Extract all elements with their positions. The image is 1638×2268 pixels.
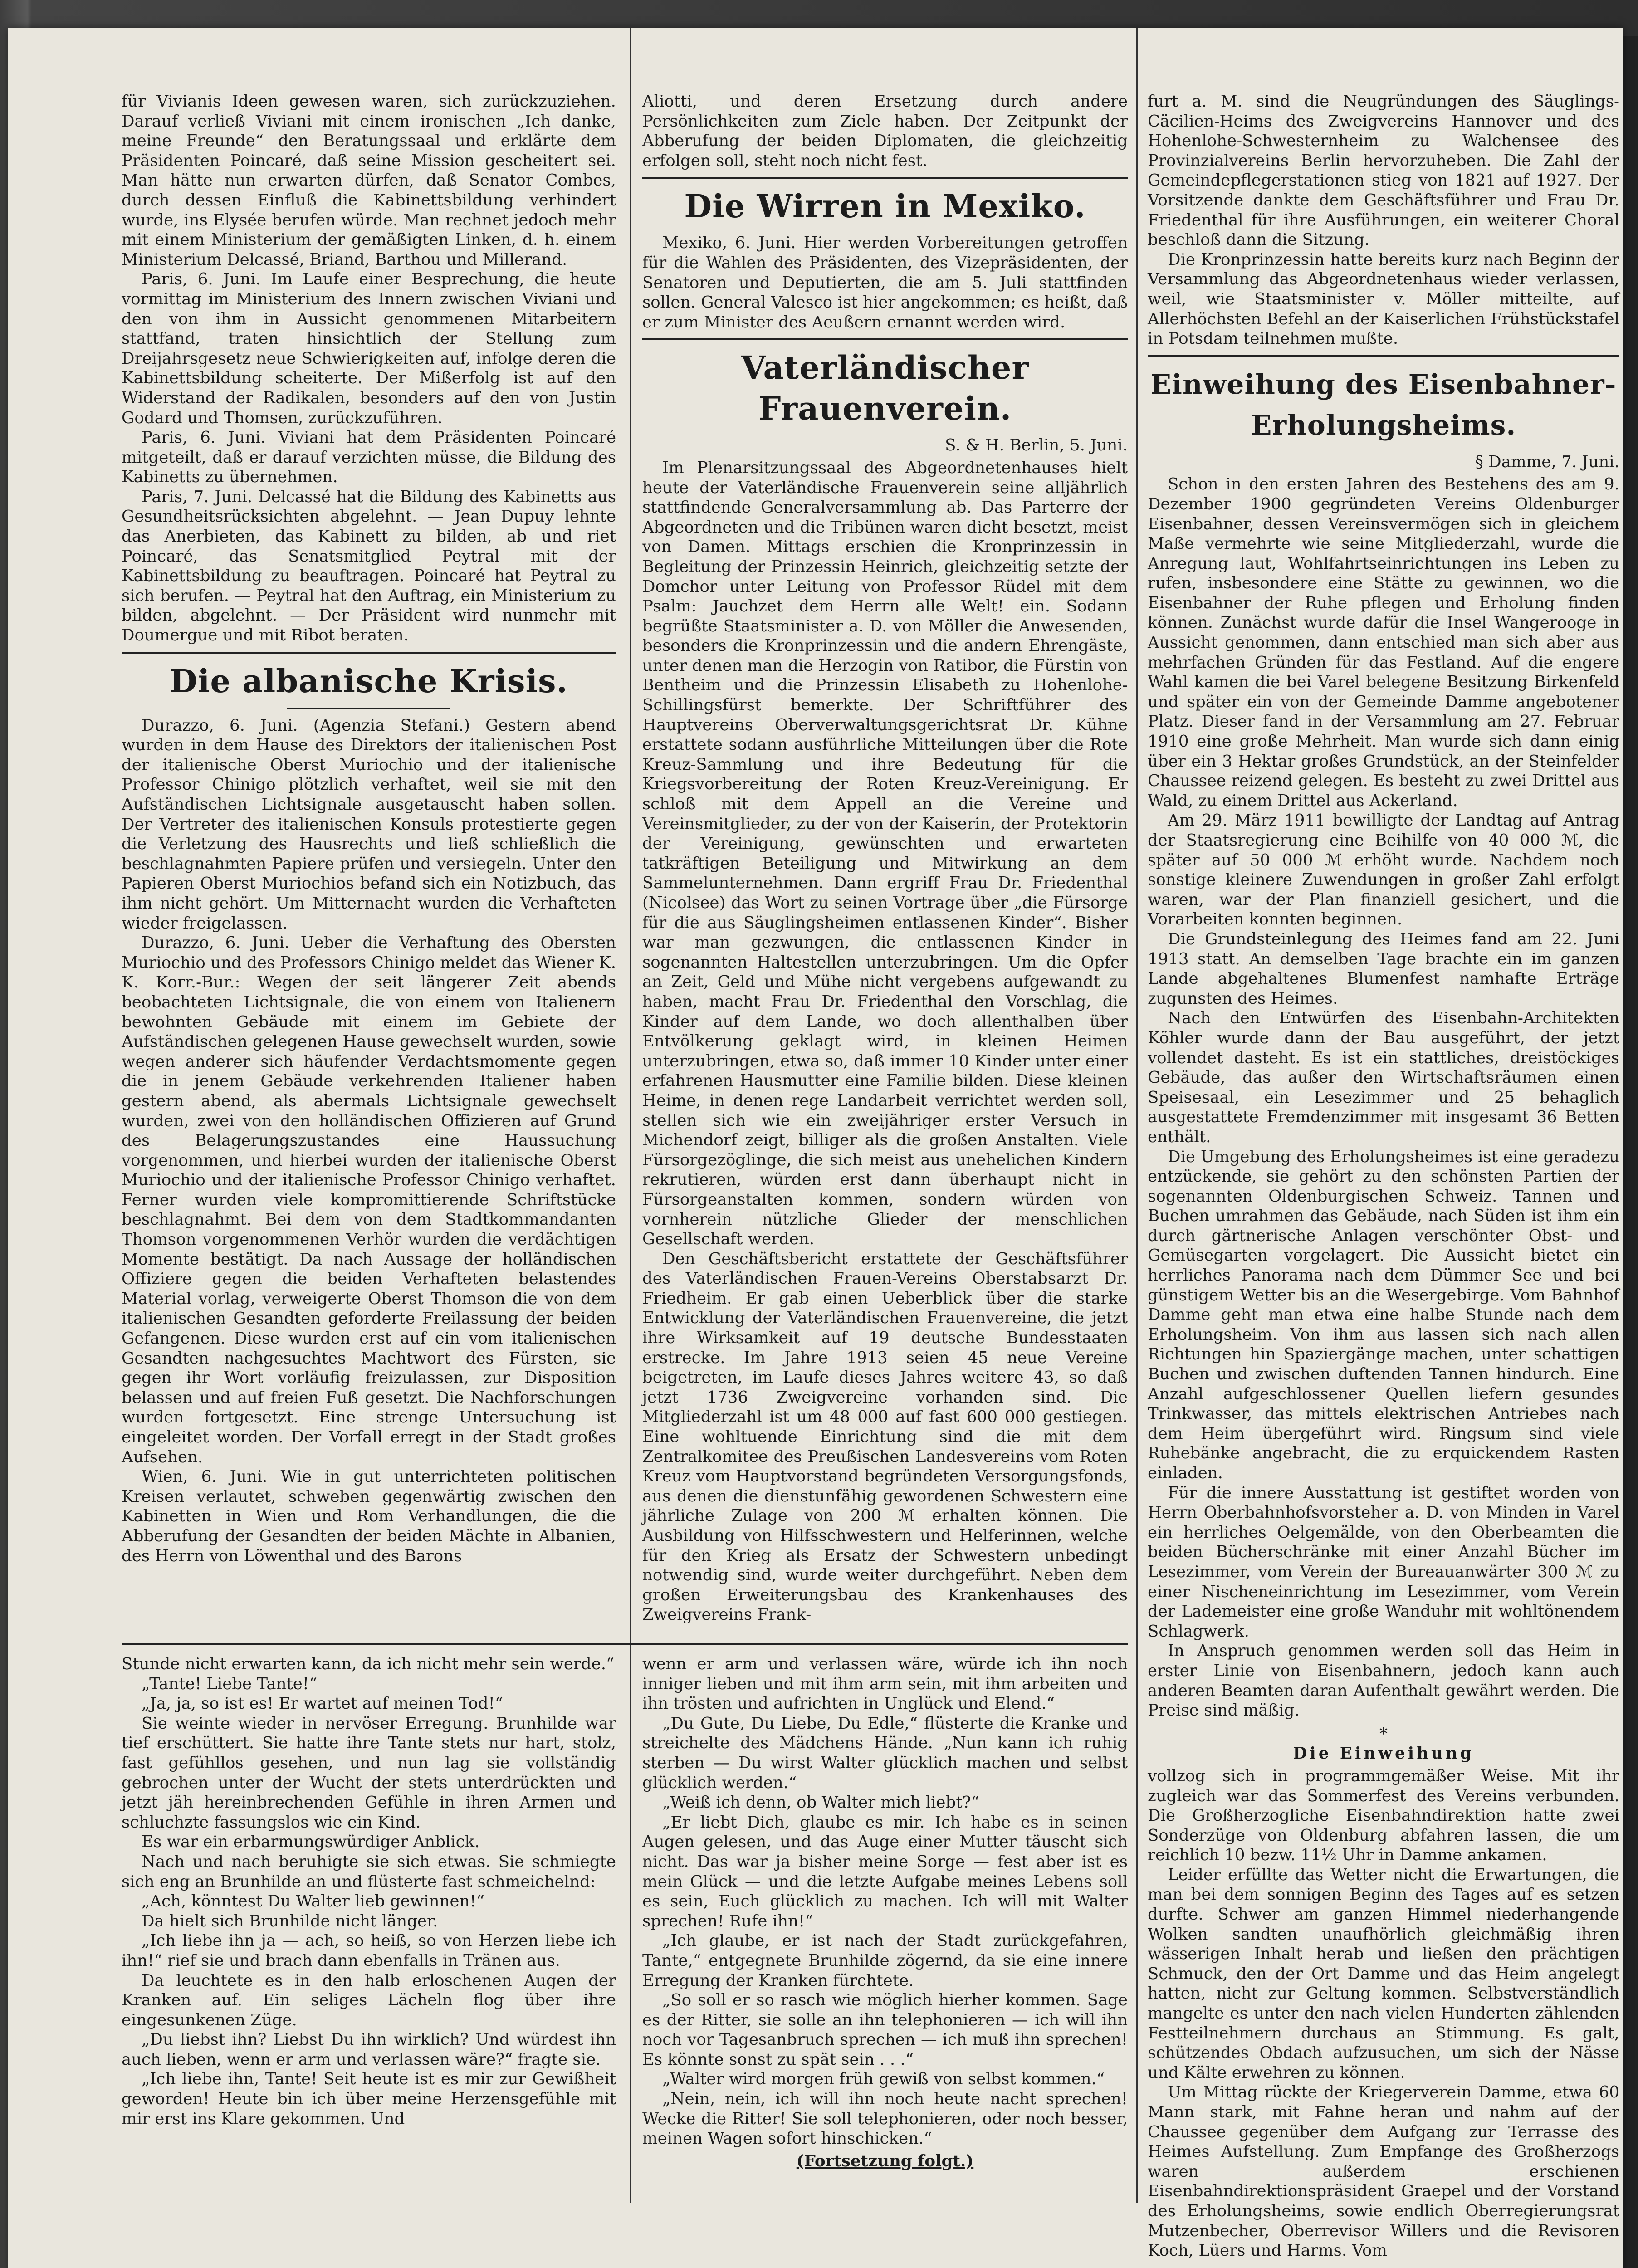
paragraph: Für die innere Ausstattung ist gestiftet worden von Herrn Oberbahnhofsvorsteher a. D. von Minden in Varel ein herrliches Oelgemälde, von den Oberbeamten die beiden Bücherschränke mit einer Anzahl Bücher im Lesezimmer, vom Verein der Bureauanwärter 300 ℳ zu einer Nischeneinrichtung im Lesezimmer, vom Verein der Lademeister eine große Wanduhr mit wohltönendem Schlagwerk. bbox=[1148, 1483, 1619, 1641]
paragraph: Paris, 6. Juni. Im Laufe einer Besprechung, die heute vormittag im Ministerium des Innern zwischen Viviani und den von ihm in Aussicht genommenen Mitarbeitern stattfand, traten hinsichtlich der Stellung zum Dreijahrsgesetz neue Schwierigkeiten auf, infolge deren die Kabinettsbildung scheiterte. Der Mißerfolg ist auf den Widerstand der Radikalen, besonders auf den von Justin Godard und Thomsen, zurückzuführen. bbox=[122, 270, 616, 427]
col3-top-text bbox=[1148, 92, 1619, 349]
paragraph: „Du Gute, Du Liebe, Du Edle,“ flüsterte die Kranke und streichelte des Mädchens Hände. „Nun kann ich ruhig sterben — Du wirst Walter glücklich machen und selbst glücklich werden.“ bbox=[642, 1714, 1128, 1792]
column-3 bbox=[1148, 92, 1619, 2260]
heading-frauenverein: Vaterländischer Frauenverein. bbox=[741, 349, 1029, 428]
paragraph: für Vivianis Ideen gewesen waren, sich zurückzuziehen. Darauf verließ Viviani mit einem ironischen „Ich danke, meine Freunde“ den Beratungssaal und erklärte dem Präsidenten Poincaré, daß seine Mission gescheitert sei. Man hätte nun erwarten dürfen, daß Senator Combes, durch dessen Einfluß die Kabinettsbildung verhindert wurde, ins Elysée berufen würde. Man rechnet jedoch mehr mit einem Ministerium der gemäßigten Linken, d. h. einem Ministerium Delcassé, Briand, Barthou und Millerand. bbox=[122, 92, 616, 269]
paragraph: „Ja, ja, so ist es! Er wartet auf meinen Tod!“ bbox=[142, 1694, 504, 1713]
section-rule bbox=[287, 708, 450, 709]
section-rule bbox=[642, 177, 1128, 179]
paragraph: „So soll er so rasch wie möglich hierher kommen. Sage es der Ritter, sie solle an ihn telephonieren — ich will ihn noch vor Tagesanbruch sprechen — ich muß ihn sprechen! Es könnte sonst zu spät sein . . .“ bbox=[642, 1991, 1128, 2069]
paragraph: Durazzo, 6. Juni. Ueber die Verhaftung des Obersten Muriochio und des Professors Chinigo meldet das Wiener K. K. Korr.-Bur.: Wegen der seit längerer Zeit abends beobachteten Lichtsignale, die von einem von Italienern bewohnten Gebäude mit einem im Gebiete der Aufständischen gelegenen Hause gewechselt wurden, sowie wegen anderer sich häufender Verdachtsmomente gegen die in jenem Gebäude verkehrenden Italiener haben gestern abend, als abermals Lichtsignale gewechselt wurden, zwei von den holländischen Offizieren auf Grund des Belagerungszustandes eine Haussuchung vorgenommen, und hierbei wurden der italienische Oberst Muriochio und der italienische Professor Chinigo verhaftet. Ferner wurden viele kompromittierende Schriftstücke beschlagnahmt. Bei dem von dem Stadtkommandanten Thomson vorgenommenen Verhör wurden die verdächtigen Momente bestätigt. Da nach Aussage der holländischen Offiziere gegen die beiden Verhafteten belastendes Material vorlag, verweigerte Oberst Thomson die von dem italienischen Gesandten geforderte Freilassung der beiden Gefangenen. Diese wurden erst auf ein vom italienischen Gesandten nachgesuchtes Machtwort des Fürsten, sie gegen ihr Wort vorläufig freizulassen, zur Disposition belassen und auf freien Fuß gesetzt. Die Nachforschungen wurden fortgesetzt. Eine strenge Untersuchung ist eingeleitet worden. Der Vorfall erregt in der Stadt großes Aufsehen. bbox=[122, 934, 616, 1466]
col2-mexico-text bbox=[642, 233, 1128, 332]
paragraph: Leider erfüllte das Wetter nicht die Erwartungen, die man bei dem sonnigen Beginn des Tages auf es setzen durfte. Schwer am ganzen Himmel niederhangende Wolken sandten unaufhörlich gleichmäßig ihren wässerigen Inhalt herab und ließen den prächtigen Schmuck, den der Ort Damme und das Heim angelegt hatten, nicht zur Geltung kommen. Selbstverständlich mangelte es unter den nach vielen Hunderten zählenden Festteilnehmern durchaus an Stimmung. Es galt, schützendes Obdach aufzusuchen, um sich der Nässe und Kälte erwehren zu können. bbox=[1148, 1865, 1619, 2082]
paragraph: „Ich glaube, er ist nach der Stadt zurückgefahren, Tante,“ entgegnete Brunhilde zögernd, da sie eine innere Erregung der Kranken fürchtete. bbox=[642, 1931, 1128, 1990]
paragraph: In Anspruch genommen werden soll das Heim in erster Linie von Eisenbahnern, jedoch kann auch anderen Beamten daran Aufenthalt gewährt werden. Die Preise sind mäßig. bbox=[1148, 1642, 1619, 1720]
feuilleton-right-text bbox=[642, 1654, 1128, 2149]
newspaper-page bbox=[8, 28, 1623, 2268]
paragraph: Aliotti, und deren Ersetzung durch andere Persönlichkeiten zum Ziele haben. Der Zeitpunkt der Abberufung der beiden Diplomaten, die gleichzeitig erfolgen soll, steht noch nicht fest. bbox=[642, 92, 1128, 170]
dateline-berlin: S. & H. Berlin, 5. Juni. bbox=[945, 436, 1128, 455]
col2-frauenverein-text bbox=[642, 458, 1128, 1625]
col2-top-text bbox=[642, 92, 1128, 171]
heading-wirren-mexiko: Die Wirren in Mexiko. bbox=[684, 187, 1086, 225]
paragraph: „Er liebt Dich, glaube es mir. Ich habe es in seinen Augen gelesen, und das Auge einer Mutter täuscht sich nicht. Das war ja bisher meine Sorge — fest aber ist es mein Glück — und die letzte Aufgabe meines Lebens soll es sein, Euch glücklich zu machen. Ich will mit Walter sprechen! Rufe ihn!“ bbox=[642, 1813, 1128, 1931]
paragraph: Stunde nicht erwarten kann, da ich nicht mehr sein werde.“ bbox=[122, 1655, 615, 1673]
feuilleton-left-text bbox=[122, 1654, 616, 2129]
paragraph: Wien, 6. Juni. Wie in gut unterrichteten politischen Kreisen verlautet, schweben gegenwärtig zwischen den Kabinetten in Wien und Rom Verhandlungen, die die Abberufung der Gesandten der beiden Mächte in Albanien, des Herrn von Löwenthal und des Barons bbox=[122, 1467, 616, 1565]
paragraph: Sie weinte wieder in nervöser Erregung. Brunhilde war tief erschüttert. Sie hatte ihre Tante stets nur hart, stolz, fast gefühllos gesehen, und nun lag sie vollständig gebrochen unter der Wucht der stets unterdrückten und jetzt jäh hereinbrechenden Gefühle in ihren Armen und schluchzte fassungslos wie ein Kind. bbox=[122, 1714, 616, 1832]
paragraph: Die Grundsteinlegung des Heimes fand am 22. Juni 1913 statt. An demselben Tage brachte ein im ganzen Lande abgehaltenes Blumenfest namhafte Erträge zugunsten des Heimes. bbox=[1148, 929, 1619, 1008]
column-1 bbox=[122, 92, 616, 1632]
col1-albania-text bbox=[122, 716, 616, 1566]
paragraph: „Ach, könntest Du Walter lieb gewinnen!“ bbox=[142, 1892, 484, 1911]
feuilleton-left bbox=[122, 1654, 616, 2203]
paragraph: vollzog sich in programmgemäßer Weise. Mit ihr zugleich war das Sommerfest des Vereins verbunden. Die Großherzogliche Eisenbahndirektion hatte zwei Sonderzüge von Oldenburg abfahren lassen, die um reichlich 10 bezw. 11½ Uhr in Damme ankamen. bbox=[1148, 1766, 1619, 1865]
paragraph: Schon in den ersten Jahren des Bestehens des am 9. Dezember 1900 gegründeten Vereins Oldenburger Eisenbahner, dessen Vereinsvermögen sich in gleichem Maße vermehrte wie seine Mitgliederzahl, wurde die Anregung laut, Wohlfahrtseinrichtungen ins Leben zu rufen, insbesondere eine Stätte zu gewinnen, wo die Eisenbahner der Ruhe pflegen und Erholung finden können. Zunächst wurde dafür die Insel Wangerooge in Aussicht genommen, dann entschied man sich aber aus mehrfachen Gründen für das Festland. Auf die engere Wahl kamen die bei Varel belegene Besitzung Birkenfeld und später ein von der Gemeinde Damme angebotener Platz. Dieser fand in der Versammlung am 27. Februar 1910 eine große Mehrheit. Man wurde sich dann einig über ein 3 Hektar großes Grundstück, an der Steinfelder Chaussee reizend gelegen. Es besteht zu zwei Drittel aus Wald, zu einem Drittel aus Ackerland. bbox=[1148, 475, 1619, 810]
paragraph: wenn er arm und verlassen wäre, würde ich ihn noch inniger lieben und mit ihm arm sein, mit ihm arbeiten und ihn trösten und aufrichten in Unglück und Elend.“ bbox=[642, 1655, 1128, 1713]
heading-einweihung-erholungsheim: Einweihung des Eisenbahner-Erholungsheims. bbox=[1150, 368, 1617, 441]
paragraph: Nach und nach beruhigte sie sich etwas. Sie schmiegte sich eng an Brunhilde an und flüsterte fast schmeichelnd: bbox=[122, 1852, 616, 1891]
paragraph: Die Kronprinzessin hatte bereits kurz nach Beginn der Versammlung das Abgeordnetenhaus wieder verlassen, weil, wie Staatsminister v. Möller mitteilte, auf Allerhöchsten Befehl an der Kaiserlichen Frühstückstafel in Potsdam teilnehmen mußte. bbox=[1148, 250, 1619, 348]
paragraph: Um Mittag rückte der Kriegerverein Damme, etwa 60 Mann stark, mit Fahne heran und nahm auf der Chaussee gegenüber dem Aufgang zur Terrasse des Heimes Aufstellung. Zum Empfange des Großherzogs waren außerdem erschienen Eisenbahndirektionspräsident Graepel und der Vorstand des Erholungsheims, sowie endlich Oberregierungsrat Mutzenbecher, Oberrevisor Willers und die Revisoren Koch, Lüers und Harms. Vom bbox=[1148, 2083, 1619, 2260]
paragraph: „Ich liebe ihn ja — ach, so heiß, so von Herzen liebe ich ihn!“ rief sie und brach dann ebenfalls in Tränen aus. bbox=[122, 1931, 616, 1970]
paragraph: Paris, 6. Juni. Viviani hat dem Präsidenten Poincaré mitgeteilt, daß er darauf verzichten müsse, die Bildung des Kabinetts zu übernehmen. bbox=[122, 428, 616, 487]
heading-albanische-krisis: Die albanische Krisis. bbox=[170, 662, 568, 700]
paragraph: „Du liebst ihn? Liebst Du ihn wirklich? Und würdest ihn auch lieben, wenn er arm und verlassen wäre?“ fragte sie. bbox=[122, 2030, 616, 2069]
column-2 bbox=[642, 92, 1128, 1632]
paragraph: Am 29. März 1911 bewilligte der Landtag auf Antrag der Staatsregierung eine Beihilfe von 40 000 ℳ, die später auf 50 000 ℳ erhöht wurde. Nachdem noch sonstige kleinere Zuwendungen in großer Zahl erfolgt waren, war der Plan finanziell gesichert, und die Vorarbeiten konnten beginnen. bbox=[1148, 811, 1619, 929]
section-rule bbox=[1148, 355, 1619, 357]
col3-erholungsheim-text bbox=[1148, 474, 1619, 1720]
paragraph: Nach den Entwürfen des Eisenbahn-Architekten Köhler wurde dann der Bau ausgeführt, der jetzt vollendet dasteht. Es ist ein stattliches, dreistöckiges Gebäude, das außer den Wirtschaftsräumen einen Speisesaal, ein Lesezimmer und 25 behaglich ausgestattete Fremdenzimmer mit insgesamt 36 Betten enthält. bbox=[1148, 1009, 1619, 1146]
feuilleton-rule bbox=[122, 1643, 1128, 1645]
paragraph: Den Geschäftsbericht erstattete der Geschäftsführer des Vaterländischen Frauen-Vereins Oberstabsarzt Dr. Friedheim. Er gab einen Ueberblick über die starke Entwicklung der Vaterländischen Frauenvereine, die jetzt ihre Wirksamkeit auf 19 deutsche Bundesstaaten erstrecke. Im Jahre 1913 seien 45 neue Vereine beigetreten, im Laufe dieses Jahres weitere 43, so daß jetzt 1736 Zweigvereine vorhanden sind. Die Mitgliederzahl ist um 48 000 auf fast 600 000 gestiegen. Eine wohltuende Einrichtung sind die mit dem Zentralkomitee des Preußischen Landesvereins vom Roten Kreuz vom Hauptvorstand begründeten Versorgungsfonds, aus denen die dienstunfähig gewordenen Schwestern eine jährliche Zulage von 200 ℳ erhalten können. Die Ausbildung von Hilfsschwestern und Helferinnen, welche für den Krieg als Ersatz der Schwestern unbedingt notwendig sind, wurde weiter durchgeführt. Neben dem großen Erweiterungsbau des Krankenhauses des Zweigvereins Frank- bbox=[642, 1249, 1128, 1624]
paragraph: Da leuchtete es in den halb erloschenen Augen der Kranken auf. Ein seliges Lächeln flog über ihre eingesunkenen Züge. bbox=[122, 1971, 616, 2029]
section-star: * bbox=[1379, 1724, 1388, 1743]
section-rule bbox=[122, 652, 616, 654]
paragraph: „Nein, nein, ich will ihn noch heute nacht sprechen! Wecke die Ritter! Sie soll telephonieren, oder noch besser, meinen Wagen sofort hinschicken.“ bbox=[642, 2090, 1128, 2148]
paragraph: „Weiß ich denn, ob Walter mich liebt?“ bbox=[662, 1793, 979, 1812]
page-edge-shadow bbox=[1622, 36, 1638, 2268]
paragraph: „Walter wird morgen früh gewiß von selbst kommen.“ bbox=[662, 2070, 1105, 2089]
col1-top-text bbox=[122, 92, 616, 645]
paragraph: Durazzo, 6. Juni. (Agenzia Stefani.) Gestern abend wurden in dem Hause des Direktors der italienischen Post der italienische Oberst Muriochio und der italienische Professor Chinigo plötzlich verhaftet, weil sie mit den Aufständischen Lichtsignale ausgetauscht haben sollen. Der Vertreter des italienischen Konsuls protestierte gegen die Verletzung des Hausrechts und ließ schließlich die beschlagnahmten Papiere prüfen und versiegeln. Unter den Papieren Oberst Muriochios befand sich ein Notizbuch, das ihm nicht gehört. Um Mitternacht wurden die Verhafteten wieder freigelassen. bbox=[122, 716, 616, 933]
paragraph: „Ich liebe ihn, Tante! Seit heute ist es mir zur Gewißheit geworden! Heute bin ich über meine Herzensgefühle mit mir erst ins Klare gekommen. Und bbox=[122, 2070, 616, 2128]
paragraph: Mexiko, 6. Juni. Hier werden Vorbereitungen getroffen für die Wahlen des Präsidenten, des Vizepräsidenten, der Senatoren und Deputierten, die am 5. Juli stattfinden sollen. General Valesco ist hier angekommen; es heißt, daß er zum Minister des Aeußern ernannt werden wird. bbox=[642, 234, 1128, 332]
paragraph: furt a. M. sind die Neugründungen des Säuglings-Cäcilien-Heims des Zweigvereins Hannover und des Hohenlohe-Schwesternheim zu Walchensee des Provinzialvereins Berlin hervorzuheben. Die Zahl der Gemeindepflegerstationen stieg von 1821 auf 1927. Der Vorsitzende dankte dem Geschäftsführer und Frau Dr. Friedenthal für ihre Ausführungen, ein weiterer Choral beschloß dann die Sitzung. bbox=[1148, 92, 1619, 249]
dateline-damme: § Damme, 7. Juni. bbox=[1475, 452, 1619, 471]
column-divider bbox=[1136, 28, 1138, 2203]
column-divider bbox=[630, 28, 631, 2203]
subheading-einweihung: Die Einweihung bbox=[1293, 1744, 1474, 1763]
continuation-note: (Fortsetzung folgt.) bbox=[796, 2151, 974, 2170]
paragraph: „Tante! Liebe Tante!“ bbox=[142, 1674, 318, 1693]
paragraph: Da hielt sich Brunhilde nicht länger. bbox=[142, 1911, 438, 1931]
paragraph: Im Plenarsitzungssaal des Abgeordnetenhauses hielt heute der Vaterländische Frauenverein seine alljährlich stattfindende Generalversammlung ab. Das Parterre der Abgeordneten und die Tribünen waren dicht besetzt, meist von Damen. Mittags erschien die Kronprinzessin in Begleitung der Prinzessin Heinrich, gleichzeitig setzte der Domchor unter Leitung von Professor Rüdel mit dem Psalm: Jauchzet dem Herrn alle Welt! ein. Sodann begrüßte Staatsminister a. D. von Möller die Anwesenden, besonders die Kronprinzessin und die andern Ehrengäste, unter denen man die Herzogin von Ratibor, die Fürstin von Bentheim und die Prinzessin Elisabeth zu Hohenlohe-Schillingsfürst bemerkte. Der Schriftführer des Hauptvereins Oberverwaltungsgerichtsrat Dr. Kühne erstattete sodann ausführliche Mitteilungen über die Rote Kreuz-Sammlung und ihre Bedeutung für die Kriegsvorbereitung der Roten Kreuz-Vereinigung. Er schloß mit dem Appell an die Vereine und Vereinsmitglieder, zu der von der Kaiserin, der Protektorin der Vereinigung, gewünschten und erwarteten tatkräftigen Beteiligung und Mitwirkung an dem Sammelunternehmen. Dann ergriff Frau Dr. Friedenthal (Nicolsee) das Wort zu seinen Vortrage über „die Fürsorge für die aus Säuglingsheimen entlassenen Kinder“. Bisher war man gezwungen, die entlassenen Kinder in sogenannten Haltestellen unterzubringen. Um die Opfer an Zeit, Geld und Mühe nicht vergebens aufgewandt zu haben, macht Frau Dr. Friedenthal den Vorschlag, die Kinder auf dem Lande, wo doch allenthalben über Entvölkerung geklagt wird, in kleinen Heimen unterzubringen, etwa so, daß immer 10 Kinder unter einer erfahrenen Hausmutter eine Familie bilden. Diese kleinen Heime, in denen rege Landarbeit verrichtet werden soll, stellen sich wie ein zweijähriger erster Versuch in Michendorf zeigt, billiger als die großen Anstalten. Viele Fürsorgezöglinge, die sich meist aus unehelichen Kindern rekrutieren, würden erst dann überhaupt nicht in Fürsorgeanstalten kommen, sondern würden von vornherein nützliche Glieder der menschlichen Gesellschaft werden. bbox=[642, 458, 1128, 1249]
section-rule bbox=[642, 338, 1128, 340]
paragraph: Paris, 7. Juni. Delcassé hat die Bildung des Kabinetts aus Gesundheitsrücksichten abgelehnt. — Jean Dupuy lehnte das Anerbieten, das Kabinett zu bilden, ab und riet Poincaré, das Senatsmitglied Peytral mit der Kabinettsbildung zu beauftragen. Poincaré hat Peytral zu sich berufen. — Peytral hat den Auftrag, ein Ministerium zu bilden, abgelehnt. — Der Präsident wird nunmehr mit Doumergue und mit Ribot beraten. bbox=[122, 487, 616, 645]
paragraph: Es war ein erbarmungswürdiger Anblick. bbox=[142, 1833, 480, 1852]
paragraph: Die Umgebung des Erholungsheimes ist eine geradezu entzückende, sie gehört zu den schönsten Partien der sogenannten Oldenburgischen Schweiz. Tannen und Buchen umrahmen das Gebäude, nach Süden ist ihm ein durch gärtnerische Anlagen verschönter Obst- und Gemüsegarten vorgelagert. Die Aussicht bietet ein herrliches Panorama nach dem Dümmer See und bei günstigem Wetter bis an die Wesergebirge. Vom Bahnhof Damme geht man etwa eine halbe Stunde nach dem Erholungsheim. Von ihm aus lassen sich nach allen Richtungen hin Spaziergänge machen, unter schattigen Buchen und zwischen duftenden Tannen hindurch. Eine Anzahl aufgeschlossener Quellen liefern gesundes Trinkwasser, das mittels elektrischen Antriebes nach dem Heim übergeführt wird. Ringsum sind viele Ruhebänke angebracht, die zu erquickendem Rasten einladen. bbox=[1148, 1147, 1619, 1482]
col3-einweihung-text bbox=[1148, 1766, 1619, 2261]
feuilleton-right bbox=[642, 1654, 1128, 2203]
